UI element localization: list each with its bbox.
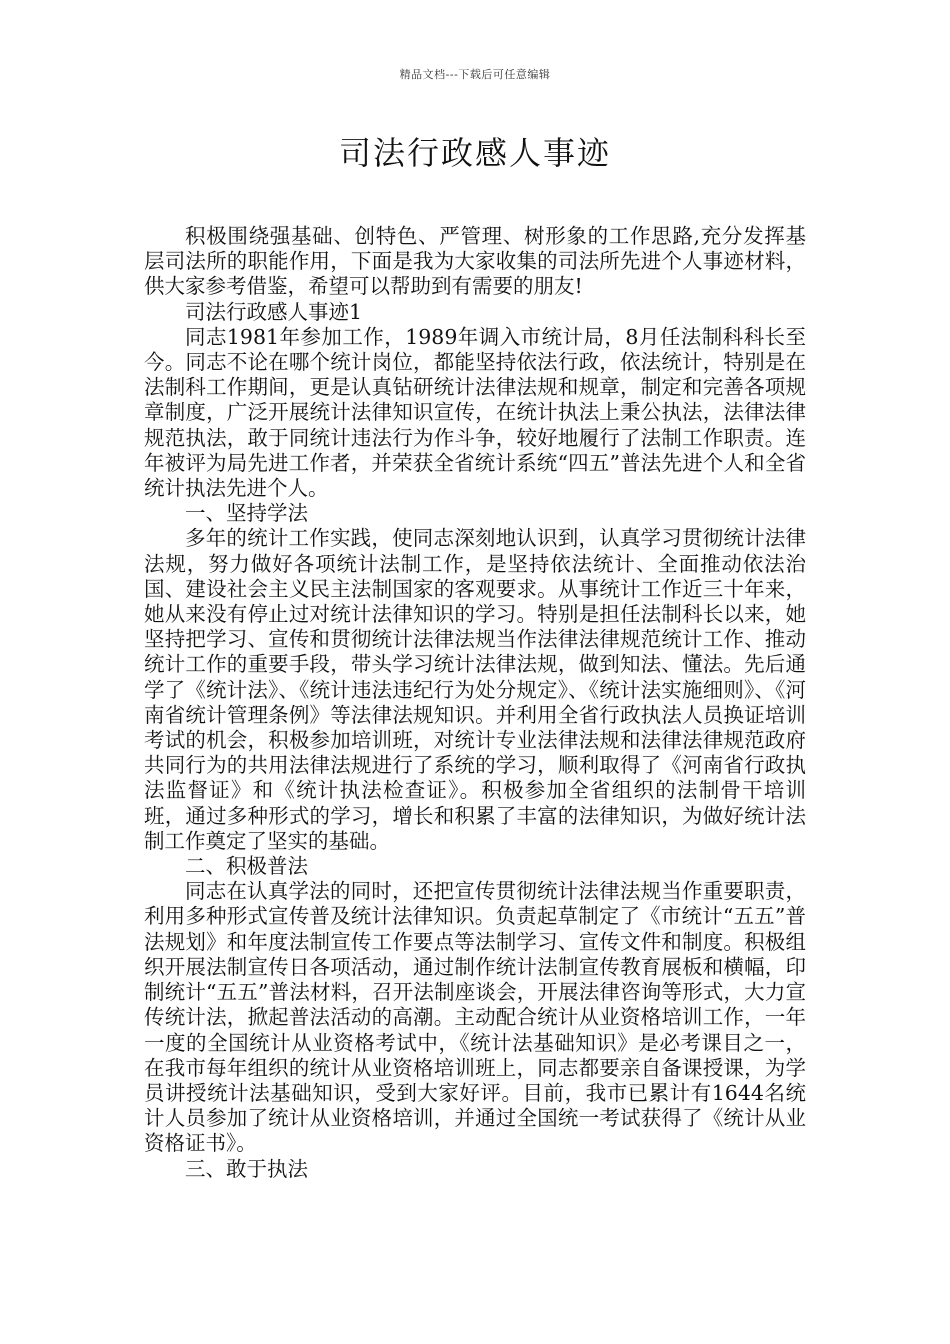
section-heading: 一、坚持学法 bbox=[185, 501, 308, 526]
document-body bbox=[144, 224, 806, 1182]
section-heading: 三、敢于执法 bbox=[185, 1156, 308, 1181]
header-note: 精品文档---下载后可任意编辑 bbox=[399, 68, 551, 81]
body-paragraph: 同志在认真学法的同时，还把宣传贯彻统计法律法规当作重要职责，利用多种形式宣传普及统计法律知识。负责起草制定了《市统计“五五”普法规划》和年度法制宣传工作要点等法制学习、宣传文件和制度。积极组织开展法制宣传日各项活动，通过制作统计法制宣传教育展板和横幅，印制统计“五五”普法材料，召开法制座谈会，开展法律咨询等形式，大力宣传统计法，掀起普法活动的高潮。主动配合统计从业资格培训工作，一年一度的全国统计从业资格考试中，《统计法基础知识》是必考课目之一，在我市每年组织的统计从业资格培训班上，同志都要亲自备课授课，为学员讲授统计法基础知识，受到大家好评。目前，我市已累计有1644名统计人员参加了统计从业资格培训，并通过全国统一考试获得了《统计从业资格证书》。 bbox=[144, 879, 806, 1156]
body-paragraph: 多年的统计工作实践，使同志深刻地认识到，认真学习贯彻统计法律法规，努力做好各项统计法制工作，是坚持依法统计、全面推动依法治国、建设社会主义民主法制国家的客观要求。从事统计工作近三十年来，她从来没有停止过对统计法律知识的学习。特别是担任法制科长以来，她坚持把学习、宣传和贯彻统计法律法规当作法律法律规范统计工作、推动统计工作的重要手段，带头学习统计法律法规，做到知法、懂法。先后通学了《统计法》、《统计违法违纪行为处分规定》、《统计法实施细则》、《河南省统计管理条例》等法律法规知识。并利用全省行政执法人员换证培训考试的机会，积极参加培训班，对统计专业法律法规和法律法律规范政府共同行为的共用法律法规进行了系统的学习，顺利取得了《河南省行政执法监督证》和《统计执法检查证》。积极参加全省组织的法制骨干培训班，通过多种形式的学习，增长和积累了丰富的法律知识，为做好统计法制工作奠定了坚实的基础。 bbox=[144, 526, 806, 853]
document-title: 司法行政感人事迹 bbox=[338, 134, 611, 172]
section-heading: 二、积极普法 bbox=[185, 854, 308, 879]
section-heading: 司法行政感人事迹1 bbox=[185, 299, 363, 324]
body-paragraph: 同志1981年参加工作，1989年调入市统计局，8月任法制科科长至今。同志不论在哪个统计岗位，都能坚持依法行政，依法统计，特别是在法制科工作期间，更是认真钻研统计法律法规和规章，制定和完善各项规章制度，广泛开展统计法律知识宣传，在统计执法上秉公执法，法律法律规范执法，敢于同统计违法行为作斗争，较好地履行了法制工作职责。连年被评为局先进工作者，并荣获全省统计系统“四五”普法先进个人和全省统计执法先进个人。 bbox=[144, 324, 806, 501]
intro-paragraph: 积极围绕强基础、创特色、严管理、树形象的工作思路,充分发挥基层司法所的职能作用，下面是我为大家收集的司法所先进个人事迹材料，供大家参考借鉴，希望可以帮助到有需要的朋友! bbox=[144, 224, 806, 299]
